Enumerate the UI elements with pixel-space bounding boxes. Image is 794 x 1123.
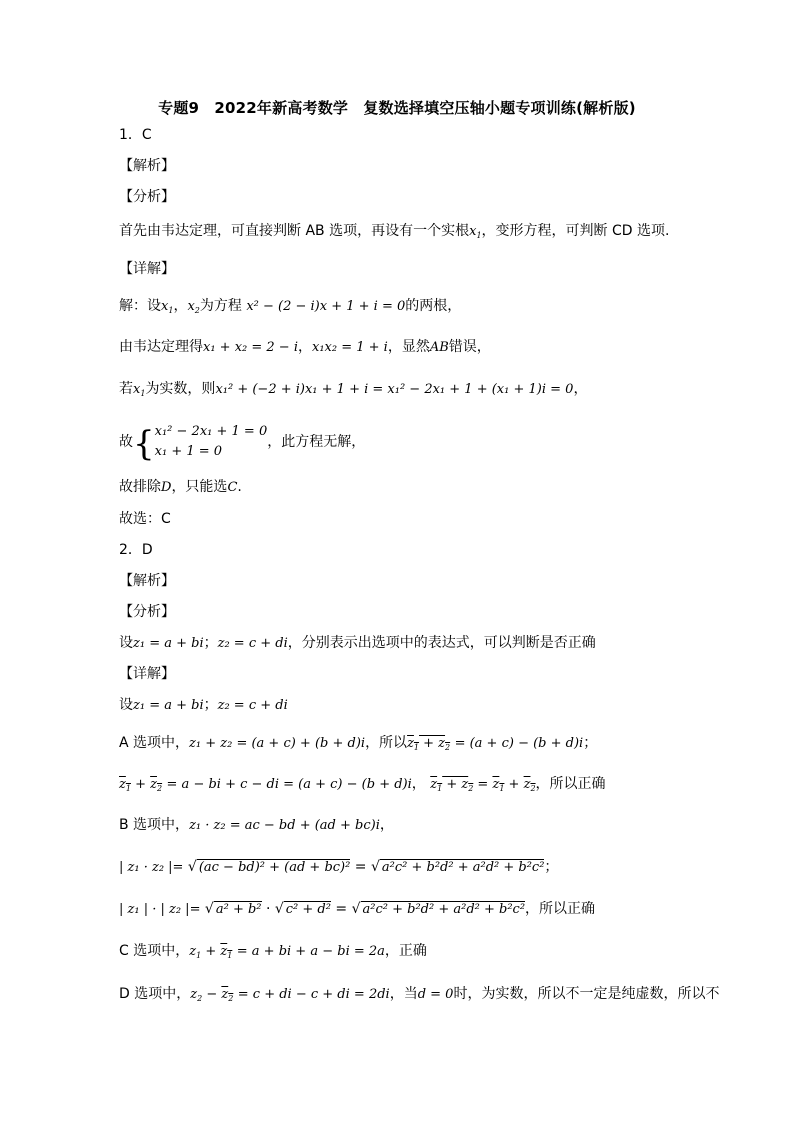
q1-number: 1．C (119, 127, 152, 143)
q2-number: 2．D (119, 542, 153, 558)
q2-optionB-line3: | z₁ | · | z₂ |= √ a² + b² · √ c² + d² = √ a²c² + b²d² + a²d² + b²c²，所以正确 (119, 901, 596, 917)
q1-line3: 若$x_1$为实数，则x₁² + (−2 + i)x₁ + 1 + i = x₁² − 2x₁ + 1 + (x₁ + 1)i = 0， (119, 381, 588, 398)
q1-line4: 故{x₁² − 2x₁ + 1 = 0 x₁ + 1 = 0，此方程无解， (119, 424, 366, 464)
q1-equation: x² − (2 − i)x + 1 + i = 0 (246, 299, 406, 314)
q2-optionC: C 选项中，$z_1 + z_1 = a$ + bi + a − bi = 2a，正确 (119, 943, 427, 960)
q2-optionA-line1: A 选项中，z₁ + z₂ = (a + c) + (b + d)i，所以$z_1 + z_2 = (a + c) - (b + d)i$； (119, 735, 598, 752)
q1-line1: 解：设$x_1$，$x_2$为方程 x² − (2 − i)x + 1 + i = 0的两根， (119, 298, 462, 315)
q1-line5: 故排除D，只能选C. (119, 479, 242, 495)
q2-optionB-line2: | z₁ · z₂ |= √ (ac − bd)² + (ad + bc)² = √ a²c² + b²d² + a²d² + b²c²； (119, 859, 559, 875)
q1-analysis: 首先由韦达定理，可直接判断 AB 选项，再设有一个实根$x_1$，变形方程，可判断 CD 选项. (119, 223, 670, 240)
q1-fenxi-heading: 【分析】 (119, 189, 175, 205)
q2-xiangjie-heading: 【详解】 (119, 666, 175, 682)
q1-jiexi-heading: 【解析】 (119, 158, 175, 174)
q1-xiangjie-heading: 【详解】 (119, 261, 175, 277)
q1-answer: 故选：C (119, 511, 171, 527)
q1-line2: 由韦达定理得x₁ + x₂ = 2 − i，x₁x₂ = 1 + i，显然AB错误， (119, 339, 491, 355)
q2-optionA-line2: $z_1 + z_2 = a$ − bi + c − di = (a + c) − (b + d)i， $z_1 + z_2 = z_1 + z_2$，所以正确 (119, 776, 606, 793)
q2-optionB-line1: B 选项中，z₁ · z₂ = ac − bd + (ad + bc)i， (119, 817, 394, 833)
q2-fenxi-heading: 【分析】 (119, 604, 175, 620)
page-title: 专题9 2022年新高考数学 复数选择填空压轴小题专项训练(解析版) (158, 99, 636, 117)
q2-jiexi-heading: 【解析】 (119, 573, 175, 589)
q2-set-line: 设z₁ = a + bi；z₂ = c + di (119, 697, 288, 713)
q2-optionD: D 选项中，$z_2 - z_2 = c$ + di − c + di = 2di，当d = 0时，为实数，所以不一定是纯虚数，所以不 (119, 986, 720, 1003)
q2-analysis: 设z₁ = a + bi；z₂ = c + di，分别表示出选项中的表达式，可以判断是否正确 (119, 635, 596, 651)
